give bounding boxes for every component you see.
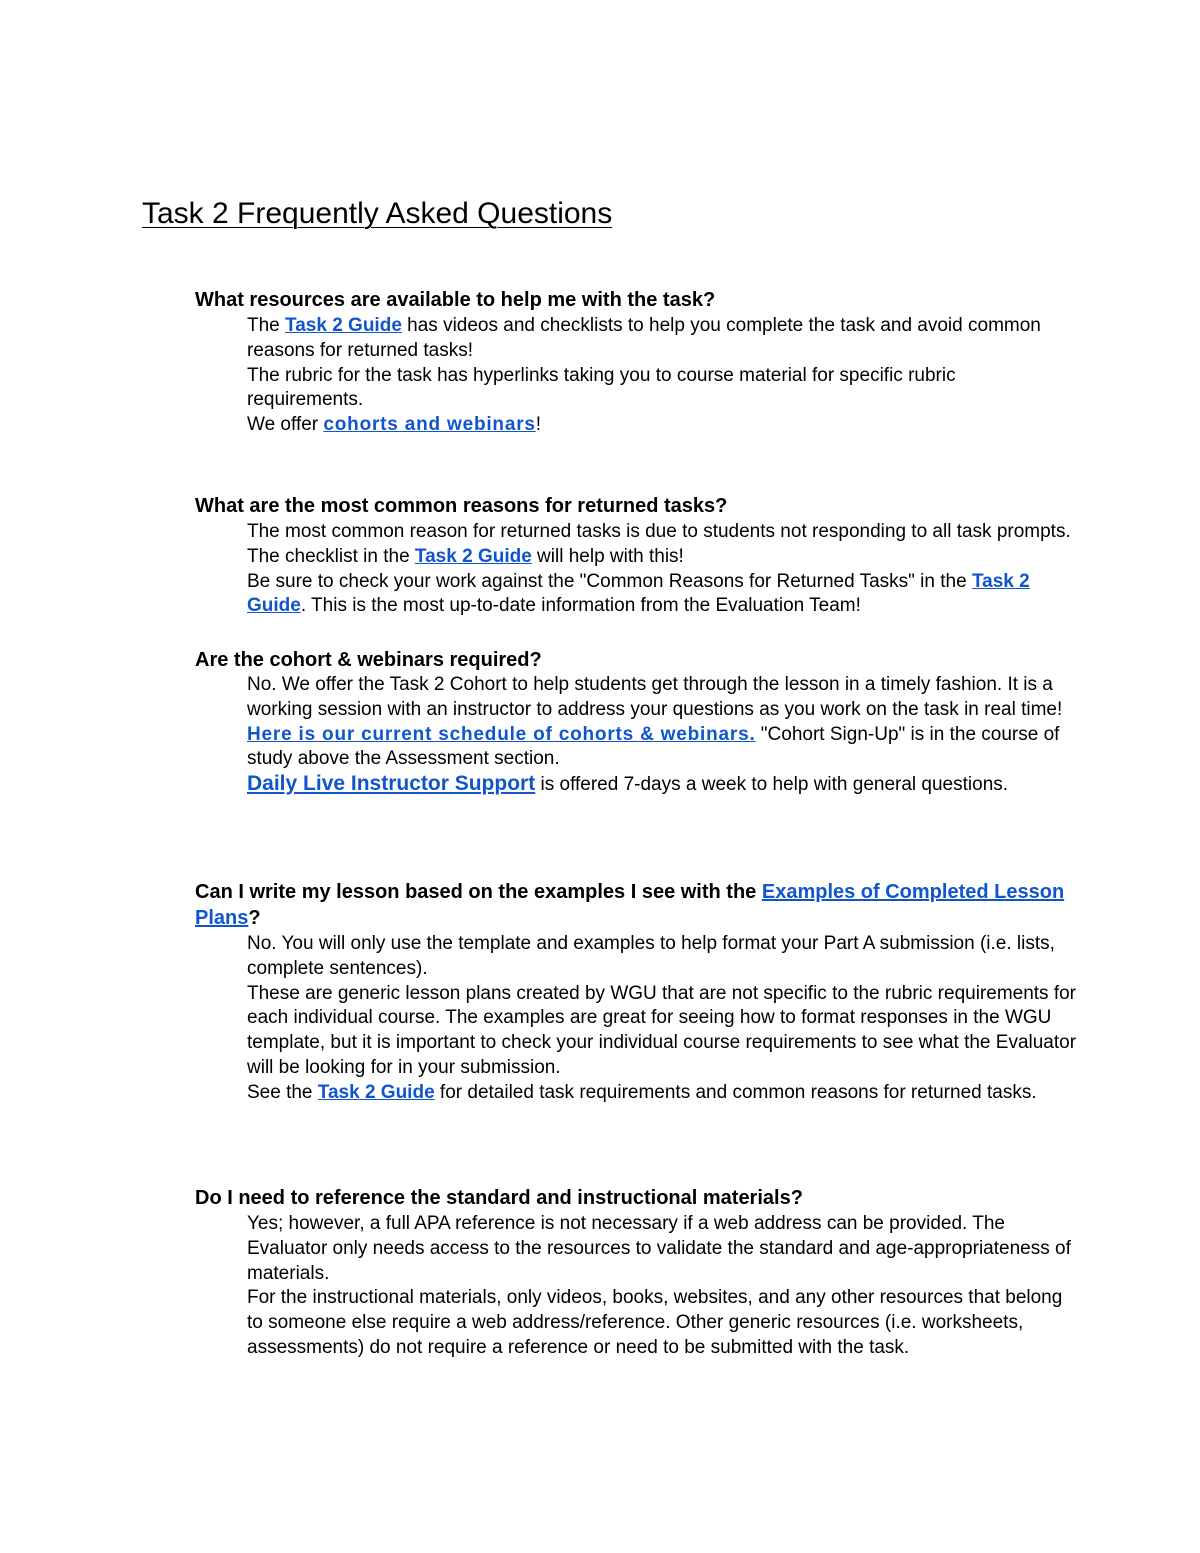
cohorts-webinars-link[interactable]: cohorts and webinars: [323, 414, 536, 436]
faq-answer-returned-tasks: The most common reason for returned tasks is due to students not responding to all task prompts. The checklist in the Task 2 Guide will help with this! Be sure to check your work against the "Common Reasons for Returned Tasks" in the Task 2 Guide. This is the most up-to-date information from the Evaluation Team!: [247, 521, 1071, 617]
examples-lesson-plans-link[interactable]: Examples of Completed Lesson Plans: [195, 881, 1065, 929]
task2-guide-link[interactable]: Task 2 Guide: [247, 570, 1030, 617]
faq-question-cohort-required: Are the cohort & webinars required?: [195, 649, 542, 671]
faq-answer-cohort-required: No. We offer the Task 2 Cohort to help students get through the lesson in a timely fashion. It is a working session with an instructor to address your questions as you work on the task in real time! Here is our current schedule of cohorts & webinars. "Cohort Sign-Up" is in the course of study above the Assessment section. Daily Live Instructor Support is offered 7-days a week to help with general questions.: [247, 674, 1063, 796]
task2-guide-link[interactable]: Task 2 Guide: [414, 545, 532, 567]
page-title: Task 2 Frequently Asked Questions: [142, 197, 613, 230]
cohort-schedule-link[interactable]: Here is our current schedule of cohorts & webinars.: [247, 723, 756, 745]
faq-answer-resources: The Task 2 Guide has videos and checklists to help you complete the task and avoid common reasons for returned tasks! The rubric for the task has hyperlinks taking you to course material for specific rubric requirements. We offer cohorts and webinars!: [247, 315, 1041, 436]
faq-question-examples: Can I write my lesson based on the examples I see with the Examples of Completed Lesson Plans?: [195, 881, 1065, 929]
task2-guide-link[interactable]: Task 2 Guide: [317, 1081, 435, 1103]
faq-answer-references: Yes; however, a full APA reference is not necessary if a web address can be provided. The Evaluator only needs access to the resources to validate the standard and age-appropriateness of materials. For the instructional materials, only videos, books, websites, and any other resources that belong to someone else require a web address/reference. Other generic resources (i.e. worksheets, assessments) do not require a reference or need to be submitted with the task.: [247, 1213, 1071, 1358]
faq-question-resources: What resources are available to help me with the task?: [195, 289, 716, 311]
faq-answer-examples: No. You will only use the template and examples to help format your Part A submission (i.e. lists, complete sentences). These are generic lesson plans created by WGU that are not specific to the rubric requirements for each individual course. The examples are great for seeing how to format responses in the WGU template, but it is important to check your individual course requirements to see what the Evaluator will be looking for in your submission. See the Task 2 Guide for detailed task requirements and common reasons for returned tasks.: [247, 933, 1077, 1103]
instructor-support-link[interactable]: Daily Live Instructor Support: [247, 772, 536, 796]
task2-guide-link[interactable]: Task 2 Guide: [285, 315, 402, 336]
faq-question-references: Do I need to reference the standard and instructional materials?: [195, 1187, 803, 1209]
faq-question-returned-tasks: What are the most common reasons for returned tasks?: [195, 495, 728, 517]
